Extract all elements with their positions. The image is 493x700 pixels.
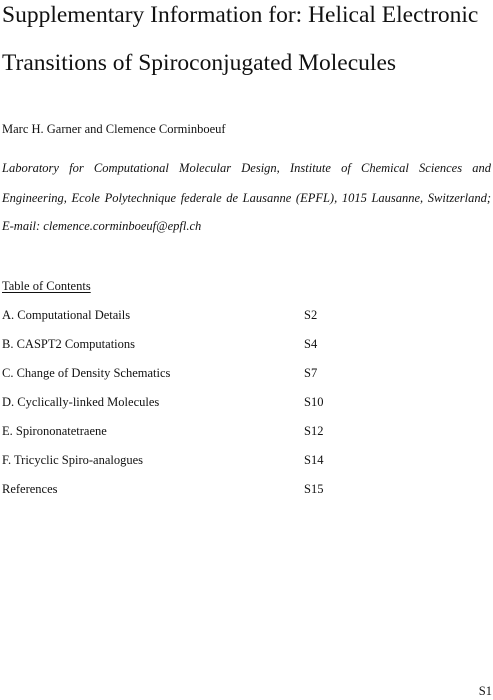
- document-title-line-2: Transitions of Spiroconjugated Molecules: [2, 50, 397, 76]
- affiliation-line-2: Engineering, Ecole Polytechnique federale de Lausanne (EPFL), 1015 Lausanne, Switzerland;: [2, 191, 491, 205]
- toc-entry-page: S12: [304, 424, 324, 438]
- toc-entry-page: S14: [304, 453, 324, 467]
- toc-entry-page: S15: [304, 482, 324, 496]
- page-number: S1: [478, 684, 492, 698]
- toc-entry-caspt2-computations: [2, 337, 342, 353]
- toc-entry-label: F. Tricyclic Spiro-analogues: [2, 453, 144, 467]
- toc-entry-computational-details: [2, 308, 342, 324]
- toc-entry-label: C. Change of Density Schematics: [2, 366, 171, 380]
- affiliation-line-1: Laboratory for Computational Molecular Design, Institute of Chemical Sciences and: [2, 161, 491, 175]
- toc-entry-change-of-density-schematics: [2, 366, 342, 382]
- toc-entry-spirononatetraene: [2, 424, 342, 440]
- toc-entry-tricyclic-spiro-analogues: [2, 453, 342, 469]
- toc-entry-label: A. Computational Details: [2, 308, 131, 322]
- toc-entry-page: S4: [304, 337, 318, 351]
- table-of-contents-heading: Table of Contents: [2, 279, 91, 293]
- toc-entry-label: D. Cyclically-linked Molecules: [2, 395, 160, 409]
- toc-entry-label: References: [2, 482, 58, 496]
- affiliation-email-line: E-mail: clemence.corminboeuf@epfl.ch: [2, 219, 202, 233]
- toc-entry-page: S7: [304, 366, 318, 380]
- toc-entry-references: [2, 482, 342, 498]
- document-title-line-1: Supplementary Information for: Helical Electronic: [2, 2, 479, 28]
- toc-entry-label: B. CASPT2 Computations: [2, 337, 136, 351]
- toc-entry-cyclically-linked-molecules: [2, 395, 342, 411]
- toc-entry-label: E. Spirononatetraene: [2, 424, 107, 438]
- toc-entry-page: S10: [304, 395, 324, 409]
- toc-entry-page: S2: [304, 308, 318, 322]
- author-list: Marc H. Garner and Clemence Corminboeuf: [2, 122, 226, 136]
